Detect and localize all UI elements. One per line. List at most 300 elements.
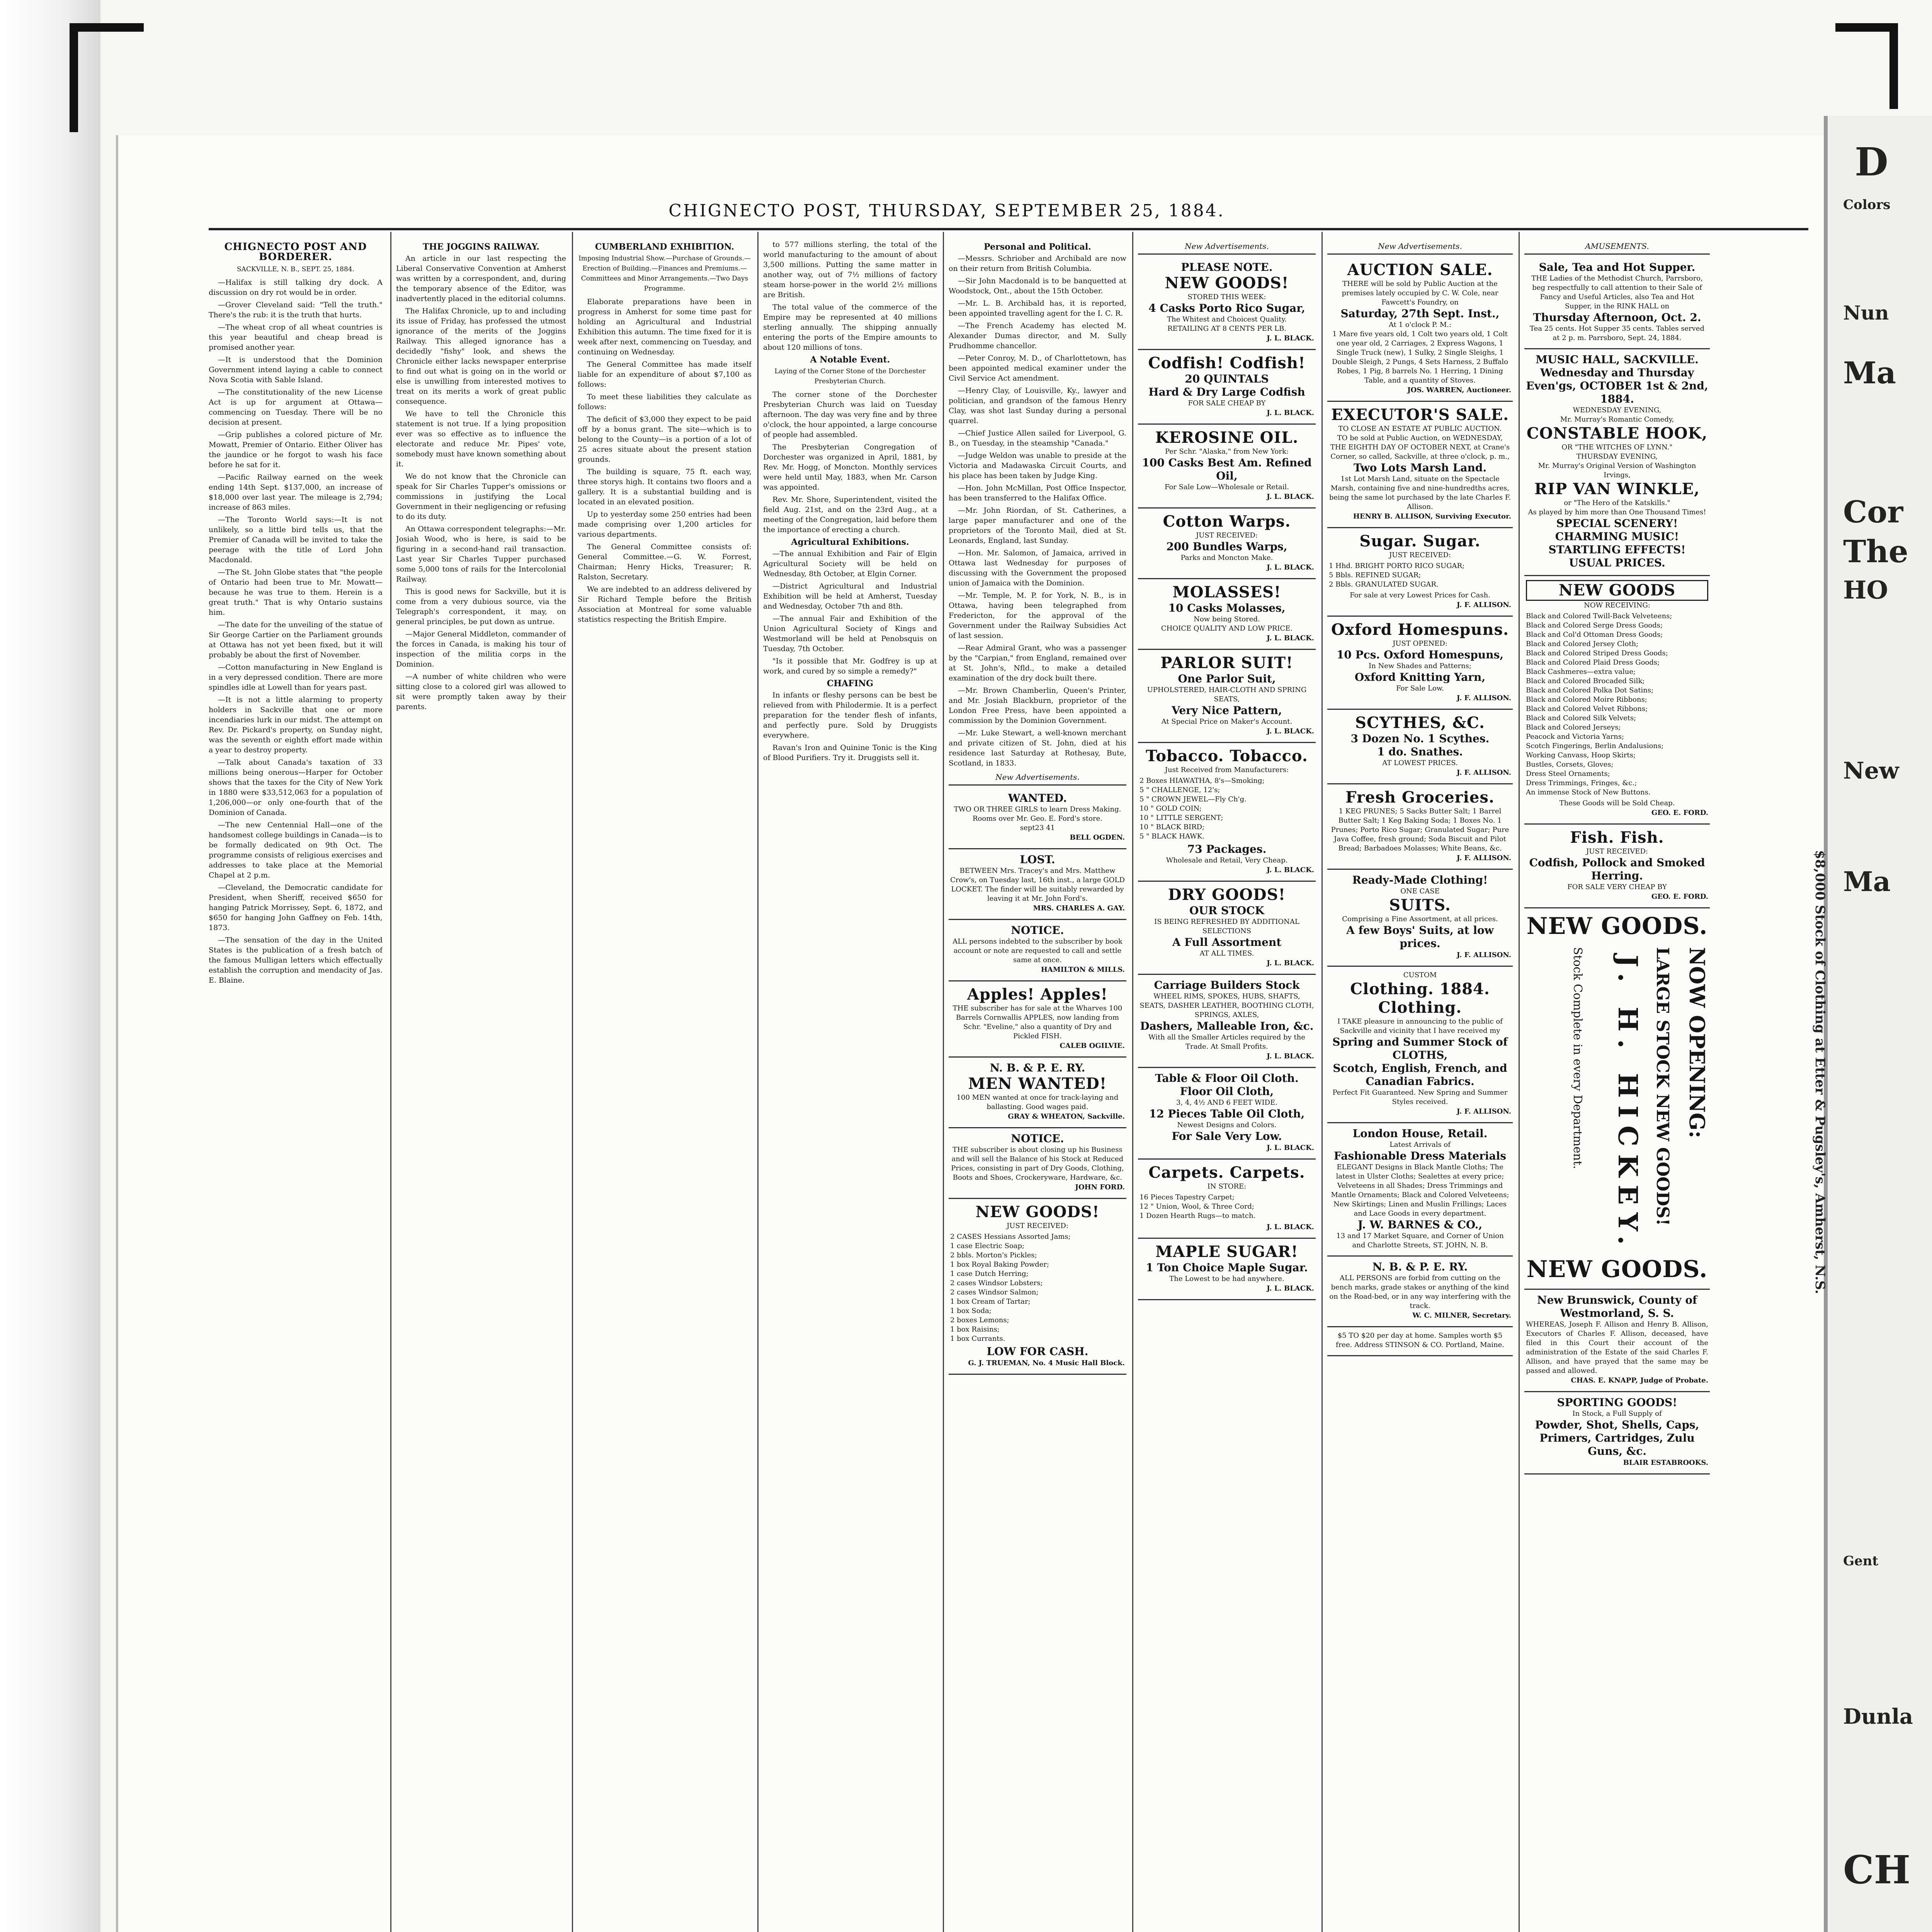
ad-item-list — [1139, 1193, 1314, 1221]
ad-subtitle: STORED THIS WEEK: — [1187, 293, 1266, 301]
ad-title: N. B. & P. E. RY. — [1372, 1260, 1468, 1273]
list-item: 1 case Dutch Herring; — [950, 1270, 1029, 1278]
article-paragraph: The corner stone of the Dorchester Presbyterian Church was laid on Tuesday afternoon. The day was very fine and by three o'clock, the hour appointed, a large concourse of people had assembled. — [763, 390, 937, 439]
ad-body: THE subscriber has for sale at the Wharves 100 Barrels Cornwallis APPLES, now landing from Schr. "Eveline," also a quantity of Dry and Pickled FISH. — [952, 1004, 1122, 1040]
strip-fragment: Ma — [1843, 355, 1896, 391]
strip-fragment: HO — [1843, 576, 1888, 605]
ad-title: PARLOR SUIT! — [1160, 654, 1293, 672]
strip-fragment: Gent — [1843, 1553, 1879, 1569]
section-heading: New Advertisements. — [1138, 240, 1316, 255]
column-allison-advertisements — [1327, 240, 1513, 1932]
ad-title: NEW GOODS. — [1526, 913, 1708, 940]
ad-signature: J. F. ALLISON. — [1456, 694, 1511, 702]
article-paragraph: This is good news for Sackville, but it is come from a very dubious source, via the Telegraph's correspondent, it may, on general principles, be put down as untrue. — [396, 587, 566, 626]
ad-body: 1 Mare five years old, 1 Colt two years old, 1 Colt one year old, 2 Carriages, 2 Express Wagons, 1 Single Truck (new), 1 Sulky, 2 Single Sleighs, 1 Double Sleigh, 2 Pungs, 4 Sets Harness, 2 Buffalo Robes, 1 Pig, 8 barrels No. 1 Herring, 1 Dining Table, and a quantity of Stoves. — [1332, 330, 1508, 384]
ad-address: 13 and 17 Market Square, and Corner of Union and Charlotte Streets, ST. JOHN, N. B. — [1336, 1232, 1504, 1249]
ad-tea-supper — [1524, 257, 1710, 349]
ad-item: Scotch, English, French, and Canadian Fabrics. — [1333, 1062, 1507, 1088]
article-paragraph: —The annual Fair and Exhibition of the Union Agricultural Society of Kings and Westmorland will be held at Penobsquis on Tuesday, 7th October. — [763, 614, 937, 653]
ad-body: Mr. Murray's Romantic Comedy, — [1560, 415, 1674, 423]
ad-title: N. B. & P. E. RY. — [990, 1061, 1085, 1074]
ad-closing-notice — [949, 1128, 1126, 1199]
article-paragraph: The General Committee consists of: General Committee.—G. W. Forrest, Chairman; Henry Hicks, Treasurer; R. Ralston, Secretary. — [578, 543, 752, 581]
article-paragraph: "Is it possible that Mr. Godfrey is up at work, and cured by so simple a remedy?" — [763, 657, 937, 675]
list-item: Black and Colored Plaid Dress Goods; — [1526, 658, 1660, 667]
ad-pay-per-day — [1327, 1327, 1513, 1356]
ad-signature: BELL OGDEN. — [1070, 833, 1125, 842]
list-item: Black and Colored Serge Dress Goods; — [1526, 621, 1663, 629]
news-item: —Peter Conroy, M. D., of Charlottetown, has been appointed medical examiner under the Civil Service Act amendment. — [949, 354, 1126, 383]
news-item: —Rear Admiral Grant, who was a passenger by the "Carpian," from England, remained over at St. John's, Nfld., to make a detailed examination of the dry dock built there. — [949, 644, 1126, 682]
news-item: —The new Centennial Hall—one of the handsomest college buildings in Canada—is to be formally dedicated on 9th Oct. The programme consists of religious exercises and addresses to take place at the Memorial Chapel at 2 p.m. — [209, 821, 383, 879]
ad-subtitle: Just Received from Manufacturers: — [1165, 766, 1289, 774]
ad-body: UPHOLSTERED, HAIR-CLOTH AND SPRING SEATS, — [1147, 686, 1307, 703]
article-paragraph: In infants or fleshy persons can be best be relieved from with Philodermie. It is a perfect preparation for the tender flesh of infants, and perfectly pure. Sold by Druggists everywhere. — [763, 691, 937, 740]
strip-fragment: Dunla — [1843, 1704, 1913, 1729]
ad-hickey-new-goods — [1524, 908, 1710, 1290]
ad-signature: GEO. E. FORD. — [1651, 809, 1708, 817]
ad-item: A few Boys' Suits, at low prices. — [1346, 924, 1494, 950]
news-item: —It is understood that the Dominion Government intend laying a cable to connect Nova Scotia with Sable Island. — [209, 355, 383, 384]
article-subheading: Laying of the Corner Stone of the Dorchester Presbyterian Church. — [774, 367, 926, 385]
news-item: —Hon. John McMillan, Post Office Inspector, has been transferred to the Halifax Office. — [949, 484, 1126, 502]
ad-item: For Sale Very Low. — [1172, 1130, 1282, 1143]
ad-title: MOLASSES! — [1172, 583, 1281, 601]
news-item: —Mr. L. B. Archibald has, it is reported, been appointed travelling agent for the I. C. R. — [949, 299, 1126, 318]
ad-item: 10 Pcs. Oxford Homespuns, — [1336, 648, 1504, 661]
strip-fragment: Nun — [1843, 301, 1889, 324]
ad-signature: J. L. BLACK. — [1267, 409, 1314, 417]
article-paragraph: to 577 millions sterling, the total of the world manufacturing to the amount of about 3,500 millions. Putting the same matter in another way, out of 7½ millions of factory steam horse-power in the world 2½ millions are British. — [763, 240, 937, 299]
ad-subtitle: JUST RECEIVED: — [1586, 847, 1648, 855]
ad-wanted — [949, 788, 1126, 849]
ad-item: Dashers, Malleable Iron, &c. — [1140, 1020, 1314, 1032]
ad-item: 10 Casks Molasses, — [1168, 602, 1286, 614]
ad-signature: GEO. E. FORD. — [1651, 893, 1708, 901]
article-heading: A Notable Event. — [810, 355, 890, 365]
news-item: —The constitutionality of the new License Act is up for argument at Ottawa—commencing on Tuesday. There will be no decision at present. — [209, 388, 383, 427]
ad-signature: W. C. MILNER, Secretary. — [1412, 1311, 1511, 1320]
ad-cotton-warps — [1138, 509, 1316, 579]
section-heading: New Advertisements. — [949, 770, 1126, 786]
ad-body: Newest Designs and Colors. — [1177, 1121, 1277, 1129]
ad-subtitle: NOW RECEIVING: — [1584, 601, 1650, 609]
ad-item: A Full Assortment — [1172, 936, 1282, 949]
ad-kerosine — [1138, 425, 1316, 509]
ad-fish — [1524, 825, 1710, 908]
article-paragraph: —A number of white children who were sitting close to a colored girl was allowed to sit were promptly taken away by their parents. — [396, 672, 566, 711]
ad-subtitle: THURSDAY EVENING, — [1576, 452, 1658, 461]
ad-title: Codfish! Codfish! — [1148, 354, 1306, 372]
ad-title: DRY GOODS! — [1168, 886, 1286, 904]
list-item: Black and Colored Jersey Cloth; — [1526, 640, 1639, 648]
article-paragraph: The building is square, 75 ft. each way, three storys high. It contains two floors and a gallery. It is a substantial building and is located in an elevated position. — [578, 468, 752, 506]
ad-body: or "The Hero of the Katskills." — [1564, 499, 1670, 507]
list-item: Black and Colored Silk Velvets; — [1526, 714, 1636, 722]
ad-title: Tobacco. Tobacco. — [1146, 747, 1308, 765]
article-heading: Personal and Political. — [984, 242, 1091, 252]
list-item: 1 box Currants. — [950, 1335, 1005, 1343]
ad-subtitle: IN STORE: — [1207, 1182, 1247, 1190]
list-item: Black and Colored Jerseys; — [1526, 723, 1621, 731]
ad-title: PLEASE NOTE. — [1181, 261, 1273, 274]
ad-price: AT LOWEST PRICES. — [1382, 759, 1458, 767]
ad-sugar — [1327, 528, 1513, 617]
ad-subtitle: JUST RECEIVED: — [1389, 551, 1451, 559]
ad-probate-notice — [1524, 1290, 1710, 1392]
ad-title: NEW GOODS — [1526, 580, 1708, 601]
ad-title: NOTICE. — [1011, 1132, 1064, 1145]
ad-oil-cloth — [1138, 1068, 1316, 1160]
ad-body: Now being Stored. — [1194, 615, 1260, 623]
ad-executors-sale — [1327, 402, 1513, 528]
ad-title: WANTED. — [1008, 792, 1067, 804]
ad-item: 200 Bundles Warps, — [1166, 540, 1287, 553]
article-paragraph: An Ottawa correspondent telegraphs:—Mr. Josiah Wood, who is here, is said to be figuring in a second-hand rail transaction. Last year Sir Charles Tupper purchased some 5,000 tons of rails for the Intercolonial Railway. — [396, 525, 566, 583]
ad-title: NOTICE. — [1011, 924, 1064, 937]
ad-body: THE subscriber is about closing up his Business and will sell the Balance of his Stock at Reduced Prices, consisting in part of Dry Goods, Clothing, Boots and Shoes, Crockeryware, Hardware, &c. — [951, 1146, 1124, 1182]
ad-vertical-hickey: J. H. HICKEY. — [1612, 955, 1643, 1253]
ad-subtitle: Latest Arrivals of — [1389, 1141, 1451, 1149]
ad-signature: GRAY & WHEATON, Sackville. — [1008, 1112, 1125, 1121]
ad-title: Sale, Tea and Hot Supper. — [1539, 261, 1696, 274]
ad-body: OR "THE WITCHES OF LYNN." — [1561, 443, 1673, 451]
ad-price: USUAL PRICES. — [1569, 556, 1665, 569]
ad-body: I TAKE pleasure in announcing to the public of Sackville and vicinity that I have received my — [1337, 1017, 1503, 1035]
ad-title: Sugar. Sugar. — [1359, 532, 1481, 550]
list-item: Black and Colored Moire Ribbons; — [1526, 696, 1647, 704]
ad-date: Saturday, 27th Sept. Inst., — [1340, 307, 1500, 320]
strip-fragment: D — [1855, 139, 1888, 185]
list-item: 5 Bbls. REFINED SUGAR; — [1329, 571, 1421, 579]
ad-item: 4 Casks Porto Rico Sugar, — [1148, 302, 1305, 315]
ad-title-large: RIP VAN WINKLE, — [1534, 480, 1700, 498]
ad-title: EXECUTOR'S SALE. — [1331, 406, 1509, 424]
news-item: —Hon. Mr. Salomon, of Jamaica, arrived in Ottawa last Wednesday for purposes of discussing with the Government the proposed union of Jamaica with the Dominion. — [949, 549, 1126, 587]
masthead-rule — [209, 228, 1808, 230]
ad-title: Carpets. Carpets. — [1148, 1163, 1305, 1182]
ad-signature: J. L. BLACK. — [1267, 866, 1314, 874]
article-paragraph: We do not know that the Chronicle can speak for Sir Charles Tupper's omissions or commissions in justifying the Local Government in their negligencing or refusing to do its duty. — [396, 472, 566, 521]
ad-item: Hard & Dry Large Codfish — [1148, 386, 1305, 398]
ad-title-large: NEW GOODS! — [1165, 274, 1289, 292]
ad-apples — [949, 981, 1126, 1058]
ad-signature: J. L. BLACK. — [1267, 1284, 1314, 1293]
ad-men-wanted — [949, 1058, 1126, 1128]
news-item: —Henry Clay, of Louisville, Ky., lawyer and politician, and grandson of the famous Henry Clay, was shot last Sunday during a personal quarrel. — [949, 386, 1126, 425]
list-item: Peacock and Victoria Yarns; — [1526, 733, 1624, 741]
ad-body: The Whitest and Choicest Quality. — [1167, 315, 1287, 323]
news-item: —Mr. Luke Stewart, a well-known merchant and private citizen of St. John, died at his residence last Saturday at Rothesay, Bute, Scotland, in 1833. — [949, 729, 1126, 767]
ad-body: FOR SALE VERY CHEAP BY — [1567, 883, 1667, 891]
news-item: —The French Academy has elected M. Alexander Dumas director, and M. Sully Prudhomme chancellor. — [949, 321, 1126, 350]
list-item: An immense Stock of New Buttons. — [1526, 788, 1651, 796]
ad-item-list — [1526, 612, 1708, 797]
ad-title: New Brunswick, County of Westmorland, S. S. — [1537, 1294, 1697, 1320]
ad-body: 100 MEN wanted at once for track-laying and ballasting. Good wages paid. — [956, 1094, 1119, 1111]
ad-body: ALL PERSONS are forbid from cutting on the bench marks, grade stakes or anything of the kind on the Road-bed, or in any way interfering with the track. — [1329, 1274, 1511, 1310]
ad-title: Fresh Groceries. — [1345, 788, 1495, 806]
ad-body: THE Ladies of the Methodist Church, Parrsboro, beg respectfully to call attention to their Sale of Fancy and Useful Articles, also Tea and Hot Supper, in the RINK HALL on — [1531, 274, 1703, 310]
ad-body: FOR SALE CHEAP BY — [1188, 399, 1266, 407]
news-item: —Mr. John Riordan, of St. Catherines, a large paper manufacturer and one of the proprietors of the Toronto Mail, died at St. Leonards, England, last Sunday. — [949, 506, 1126, 545]
ad-vertical-stock-complete: Stock Complete in every Department. — [1571, 947, 1584, 1169]
article-paragraph: To meet these liabilities they calculate as follows: — [578, 393, 752, 411]
ad-title: Table & Floor Oil Cloth. — [1155, 1072, 1299, 1085]
list-item: 10 " GOLD COIN; — [1139, 804, 1202, 813]
column-divider — [757, 232, 759, 1932]
ad-sporting-goods — [1524, 1392, 1710, 1475]
news-item: —Chief Justice Allen sailed for Liverpool, G. B., on Tuesday, in the steamship "Canada." — [949, 429, 1126, 447]
ad-fresh-groceries — [1327, 784, 1513, 870]
article-paragraph: The Halifax Chronicle, up to and including its issue of Friday, has professed the utmost ignorance of the merits of the Joggins Railway. This alleged ignorance has a decidedly "fishy" look, and shews the Chronicle either lacks newspaper enterprise to find out what is going on in the world or else is unwilling from interested motives to treat on its merits a work of great public consequence. — [396, 307, 566, 406]
ad-item: Fashionable Dress Materials — [1333, 1150, 1507, 1162]
ad-body: TO be sold at Public Auction, on WEDNESDAY, THE EIGHTH DAY OF OCTOBER NEXT, at Crane's Corner, so called, Sackville, at three o'clock, p. m., — [1330, 434, 1510, 461]
list-item: 2 Boxes HIAWATHA, 8's—Smoking; — [1139, 777, 1265, 785]
ad-body: 3, 4, 4½ AND 6 FEET WIDE. — [1176, 1099, 1277, 1107]
ad-dry-goods — [1138, 882, 1316, 975]
ad-title: Oxford Homespuns. — [1331, 621, 1509, 639]
ad-signature: J. L. BLACK. — [1267, 563, 1314, 571]
column-divider — [390, 232, 391, 1932]
ad-price: CHOICE QUALITY AND LOW PRICE. — [1161, 624, 1293, 633]
article-heading: Agricultural Exhibitions. — [791, 537, 909, 547]
ad-item: Spring and Summer Stock of CLOTHS, — [1332, 1036, 1508, 1061]
list-item: 1 box Raisins; — [950, 1325, 1000, 1333]
list-item: Black and Colored Polka Dot Satins; — [1526, 686, 1654, 694]
ad-body: 1st Lot Marsh Land, situate on the Spectacle Marsh, containing five and nine-hundredths acres, being the same lot purchased by the late Charles F. Allison. — [1329, 475, 1511, 511]
article-paragraph: We have to tell the Chronicle this statement is not true. If a lying proposition ever was so effective as to influence the electorate and reduce Mr. Pipes' vote, somebody must have known something about it. — [396, 410, 566, 468]
column-joggins-railway — [396, 240, 566, 1932]
ad-title: SPORTING GOODS! — [1557, 1396, 1677, 1409]
ad-codfish — [1138, 350, 1316, 425]
list-item: 1 Hhd. BRIGHT PORTO RICO SUGAR; — [1329, 562, 1465, 570]
list-item: 2 bbls. Morton's Pickles; — [950, 1251, 1037, 1259]
list-item: 2 boxes Lemons; — [950, 1316, 1009, 1324]
ad-price: For sale at very Lowest Prices for Cash. — [1350, 591, 1490, 599]
ad-body: Comprising a Fine Assortment, at all prices. — [1342, 915, 1498, 923]
ad-title-large: CONSTABLE HOOK, — [1526, 424, 1708, 442]
masthead: CHIGNECTO POST, THURSDAY, SEPTEMBER 25, 1884. — [668, 201, 1225, 221]
article-paragraph: Ravan's Iron and Quinine Tonic is the King of Blood Purifiers. Try it. Druggists sell it. — [763, 743, 937, 762]
ad-body: These Goods will be Sold Cheap. — [1559, 799, 1675, 807]
ad-new-goods-trueman — [949, 1199, 1126, 1375]
ad-title: KEROSINE OIL. — [1155, 429, 1299, 447]
strip-fragment: Ma — [1843, 866, 1891, 898]
list-item: Black and Colored Velvet Ribbons; — [1526, 705, 1648, 713]
list-item: Black and Colored Striped Dress Goods; — [1526, 649, 1668, 657]
ad-item: Codfish, Pollock and Smoked Herring. — [1529, 856, 1705, 882]
ad-subtitle: JUST OPENED: — [1393, 639, 1447, 648]
ad-item-list — [1139, 776, 1314, 841]
ad-signature: J. L. BLACK. — [1267, 1144, 1314, 1152]
ad-item: One Parlor Suit, — [1178, 672, 1276, 685]
ad-title: AUCTION SALE. — [1347, 261, 1493, 279]
ad-price: Tea 25 cents. Hot Supper 35 cents. Tables served at 2 p. m. Parrsboro, Sept. 24, 1884. — [1530, 325, 1704, 342]
ad-ready-made-clothing — [1327, 870, 1513, 967]
ad-signature: J. F. ALLISON. — [1456, 769, 1511, 777]
ad-item: 3 Dozen No. 1 Scythes. — [1350, 732, 1490, 745]
ad-item: Floor Oil Cloth, — [1180, 1085, 1274, 1098]
list-item: 16 Pieces Tapestry Carpet; — [1139, 1193, 1235, 1201]
ad-body: WHEEL RIMS, SPOKES, HUBS, SHAFTS, SEATS, DASHER LEATHER, BOOTHING CLOTH, SPRINGS, AXLES, — [1139, 992, 1314, 1019]
ad-signature: JOHN FORD. — [1075, 1183, 1125, 1191]
news-item: —The wheat crop of all wheat countries is this year beautiful and cheap bread is promised another year. — [209, 323, 383, 352]
ad-new-goods-ford — [1524, 576, 1710, 825]
news-item: —Judge Weldon was unable to preside at the Victoria and Madawaska Circuit Courts, and his place has been taken by Judge King. — [949, 451, 1126, 480]
news-item: —Cotton manufacturing in New England is in a very depressed condition. There are more spindles idle at Lowell than for years past. — [209, 663, 383, 692]
ad-item-list — [950, 1232, 1125, 1344]
ad-item: SPECIAL SCENERY! CHARMING MUSIC! STARTLING EFFECTS! — [1548, 517, 1686, 556]
ad-london-house — [1327, 1123, 1513, 1257]
ad-body: Parks and Moncton Make. — [1180, 554, 1273, 562]
ad-date: Thursday Afternoon, Oct. 2. — [1533, 311, 1701, 324]
news-item: —Halifax is still talking dry dock. A discussion on dry rot would be in order. — [209, 278, 383, 297]
corner-mark-top-right — [1835, 23, 1898, 109]
strip-fragment: The — [1843, 533, 1908, 570]
column-divider — [572, 232, 573, 1932]
article-heading: CHAFING — [827, 679, 874, 689]
ad-body: For Sale Low. — [1396, 684, 1444, 692]
list-item: Bustles, Corsets, Gloves; — [1526, 760, 1614, 769]
article-paragraph: The General Committee has made itself liable for an expenditure of about $7,100 as follows: — [578, 360, 752, 389]
ad-subtitle: Per Schr. "Alaska," from New York: — [1165, 447, 1289, 456]
article-paragraph: —District Agricultural and Industrial Exhibition will be held at Amherst, Tuesday and Wednesday, October 7th and 8th. — [763, 582, 937, 611]
list-item: 12 " Union, Wool, & Three Cord; — [1139, 1202, 1254, 1211]
corner-mark-top-left — [70, 23, 144, 132]
news-item: —Talk about Canada's taxation of 33 millions being onerous—Harper for October shows that the taxes for the City of New York in 1880 were $33,512,063 for a population of 1,206,000—or only one-fourth that of the Dominion of Canada. — [209, 758, 383, 817]
news-item: —Grip publishes a colored picture of Mr. Mowatt, Premier of Ontario. Either Oliver has the jaundice or he forgot to wash his face before he sat for it. — [209, 430, 383, 469]
ad-item: 73 Packages. — [1187, 843, 1267, 855]
ad-title: SCYTHES, &C. — [1355, 714, 1485, 732]
ad-body: Mr. Murray's Original Version of Washington Irvings, — [1538, 462, 1696, 479]
ad-subtitle: JUST RECEIVED: — [1196, 531, 1258, 539]
ad-price: Wholesale and Retail, Very Cheap. — [1166, 856, 1288, 864]
ad-item: 20 QUINTALS — [1185, 372, 1269, 385]
ad-title: Fish. Fish. — [1570, 828, 1664, 847]
ad-title: Clothing. 1884. Clothing. — [1350, 980, 1490, 1017]
side-banner-vertical: $8,000 Stock of Clothing at Etter & Pugsley's, Amherst, N.S. — [1812, 850, 1828, 1294]
ad-item: Oxford Knitting Yarn, — [1354, 671, 1486, 684]
column-news-continued — [763, 240, 937, 1932]
ad-item-list — [1329, 561, 1511, 589]
list-item: 1 box Cream of Tartar; — [950, 1298, 1031, 1306]
ad-oxford-homespuns — [1327, 617, 1513, 710]
article-subheading: Imposing Industrial Show.—Purchase of Grounds.—Erection of Building.—Finances and Premiums.—Committees and Minor Arrangements.—Two Days Programme. — [578, 255, 751, 293]
ad-signature: J. F. ALLISON. — [1456, 1107, 1511, 1116]
strip-fragment: CH — [1843, 1847, 1911, 1893]
ad-title: Cotton Warps. — [1163, 512, 1291, 531]
ad-body: IS BEING REFRESHED BY ADDITIONAL SELECTIONS — [1154, 918, 1299, 935]
article-paragraph: Rev. Mr. Shore, Superintendent, visited the field Aug. 21st, and on the 23rd Aug., at a meeting of the Congregation, laid before them the importance of erecting a church. — [763, 495, 937, 534]
ad-signature: J. L. BLACK. — [1267, 1223, 1314, 1231]
ad-subtitle: JUST RECEIVED: — [1007, 1222, 1068, 1230]
news-item: —Cleveland, the Democratic candidate for President, when Sheriff, received $650 for hanging Patrick Morrissey, Sept. 6, 1872, and $650 for hanging John Gaffney on Feb. 14th, 1873. — [209, 883, 383, 932]
ad-signature: MRS. CHARLES A. GAY. — [1033, 904, 1125, 912]
list-item: 1 Dozen Hearth Rugs—to match. — [1139, 1212, 1256, 1220]
ad-subtitle: WEDNESDAY EVENING, — [1573, 406, 1662, 414]
list-item: Dress Steel Ornaments; — [1526, 770, 1610, 778]
article-heading: CUMBERLAND EXHIBITION. — [595, 242, 735, 252]
ad-parlor-suit — [1138, 650, 1316, 743]
ad-subtitle: In Stock, a Full Supply of — [1572, 1410, 1662, 1418]
list-item: 2 cases Windsor Salmon; — [950, 1288, 1039, 1296]
list-item: 1 case Electric Soap; — [950, 1242, 1025, 1250]
list-item: Dress Trimmings, Fringes, &c.; — [1526, 779, 1637, 787]
list-item: 5 " BLACK HAWK. — [1139, 832, 1204, 840]
ad-signature: J. F. ALLISON. — [1456, 601, 1511, 609]
ad-title: Ready-Made Clothing! — [1352, 874, 1488, 886]
ad-item: 12 Pieces Table Oil Cloth, — [1149, 1107, 1305, 1120]
ad-item: 1 Ton Choice Maple Sugar. — [1146, 1261, 1308, 1274]
ad-title: MUSIC HALL, SACKVILLE. — [1536, 353, 1699, 366]
list-item: 1 box Soda; — [950, 1307, 992, 1315]
list-item: Black and Colored Brocaded Silk; — [1526, 677, 1645, 685]
strip-fragment: Colors — [1843, 197, 1891, 213]
ad-title: NEW GOODS! — [975, 1203, 1100, 1221]
ad-title-bottom: NEW GOODS. — [1526, 1256, 1708, 1283]
news-item: —Grover Cleveland said: "Tell the truth." There's the rub: it is the truth that hurts. — [209, 301, 383, 319]
ad-title: Carriage Builders Stock — [1154, 979, 1300, 992]
ad-signature: J. L. BLACK. — [1267, 334, 1314, 342]
ad-signature: CHAS. E. KNAPP, Judge of Probate. — [1571, 1376, 1708, 1384]
column-heading: CHIGNECTO POST AND BORDERER. — [224, 241, 367, 263]
ad-time: At 1 o'clock P. M.: — [1388, 321, 1452, 329]
news-item: —Sir John Macdonald is to be banquetted at Woodstock, Ont., about the 15th October. — [949, 277, 1126, 295]
section-heading: New Advertisements. — [1327, 240, 1513, 255]
ad-molasses — [1138, 579, 1316, 650]
ad-date: sept23 41 — [1020, 824, 1055, 832]
news-item: —The St. John Globe states that "the people of Ontario had been true to Mr. Mowatt—because he was true to them. Herein is a great truth." That is why Ontario sustains him. — [209, 568, 383, 617]
news-item: —Messrs. Schriober and Archibald are now on their return from British Columbia. — [949, 254, 1126, 273]
ad-body: Perfect Fit Guaranteed. New Spring and Summer Styles received. — [1332, 1088, 1508, 1106]
ad-item: Powder, Shot, Shells, Caps, Primers, Cartridges, Zulu Guns, &c. — [1535, 1418, 1699, 1458]
film-edge-left — [0, 0, 100, 1932]
ad-body: With all the Smaller Articles required by the Trade. At Small Profits. — [1148, 1033, 1305, 1051]
ad-body: AT ALL TIMES. — [1199, 949, 1254, 957]
ad-tobacco — [1138, 743, 1316, 882]
news-item: —The date for the unveiling of the statue of Sir George Cartier on the Parliament grounds at Ottawa has not yet been fixed, but it will probably be about the first of November. — [209, 621, 383, 659]
ad-body: ELEGANT Designs in Black Mantle Cloths; The latest in Ulster Cloths; Sealettes at every price; Velveteens in all Shades; Dress Trimmings and Mantle Ornaments; Black and Colored Velveteens; New Skirtings; Linen and Muslin Frillings; Laces and Lace Goods in every department. — [1331, 1163, 1509, 1218]
ad-signature: HENRY B. ALLISON, Surviving Executor. — [1353, 512, 1511, 520]
ad-lost — [949, 849, 1126, 920]
list-item: 10 " BLACK BIRD; — [1139, 823, 1205, 831]
ad-signature: J. L. BLACK. — [1267, 634, 1314, 642]
news-item: —The sensation of the day in the United States is the publication of a fresh batch of the famous Mulligan letters which effectually establish the corruption and mendacity of Jas. E. Blaine. — [209, 936, 383, 985]
ad-item: Two Lots Marsh Land. — [1353, 461, 1487, 474]
news-item: —It is not a little alarming to property holders in Sackville that one or more incendiaries lurk in our midst. The attempt on Rev. Dr. Pickard's property, on Sunday night, was the seventh or eighth effort made within a year to destroy property. — [209, 696, 383, 754]
ad-vertical-large-stock: LARGE STOCK NEW GOODS! — [1653, 947, 1672, 1226]
news-item: —Mr. Temple, M. P. for York, N. B., is in Ottawa, having been telegraphed from Fredericton, for the approval of the Government under the Railway Subsidies Act of last session. — [949, 591, 1126, 640]
strip-fragment: Cor — [1843, 495, 1903, 530]
column-black-advertisements — [1138, 240, 1316, 1932]
ad-subtitle: TO CLOSE AN ESTATE AT PUBLIC AUCTION. — [1338, 425, 1502, 433]
ad-auction-sale — [1327, 257, 1513, 402]
article-paragraph: We are indebted to an address delivered by Sir Richard Temple before the British Association at Montreal for some valuable statistics respecting the British Empire. — [578, 585, 752, 624]
list-item: Black and Col'd Ottoman Dress Goods; — [1526, 631, 1663, 639]
ad-body: BETWEEN Mrs. Tracey's and Mrs. Matthew Crow's, on Tuesday last, 16th inst., a large GOLD LOCKET. The finder will be suitably rewarded by leaving it at Mr. John Ford's. — [950, 867, 1125, 903]
news-item: —Pacific Railway earned on the week ending 14th Sept. $137,000, an increase of $18,000 over last year. The mileage is 2,794; increase of 863 miles. — [209, 473, 383, 512]
ad-body: ALL persons indebted to the subscriber by book account or note are requested to call and settle same at once. — [952, 937, 1122, 964]
news-item: —The Toronto World says:—It is not unlikely, so a little bird tells us, that the Premier of Canada will be invited to take the peerage with the title of Lord John Macdonald. — [209, 515, 383, 564]
ad-signature: J. L. BLACK. — [1267, 727, 1314, 735]
ad-signature: J. F. ALLISON. — [1456, 951, 1511, 959]
ad-please-note — [1138, 257, 1316, 350]
ad-body: THERE will be sold by Public Auction at the premises lately occupied by C. W. Cole, near Fawcett's Foundry, on — [1342, 280, 1498, 306]
list-item: Scotch Fingerings, Berlin Andalusions; — [1526, 742, 1664, 750]
list-item: Working Canvass, Hoop Skirts; — [1526, 751, 1636, 759]
ad-signature: J. L. BLACK. — [1267, 959, 1314, 967]
